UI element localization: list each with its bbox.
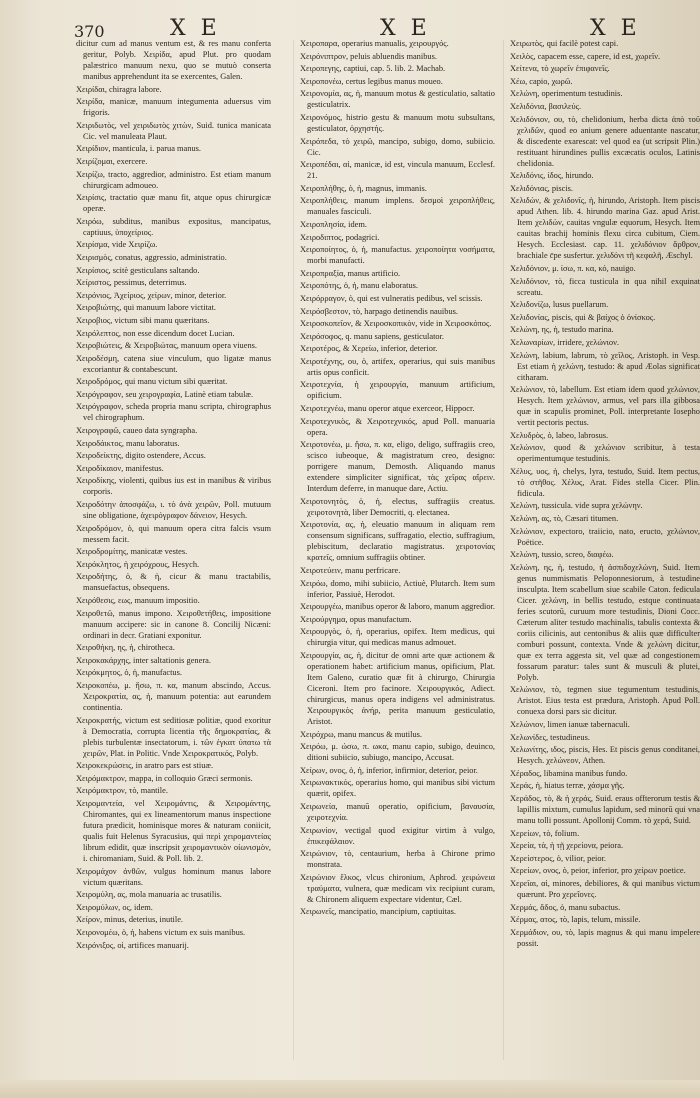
dictionary-entry: Χειροτέρος, & Χερείω, inferior, deterior. <box>300 344 438 354</box>
dictionary-entry: Χειρογραφῶ, caueo data syngrapha. <box>76 426 198 436</box>
dictionary-entry: Χελώνη, tussicula. vide supra χελώνην. <box>510 501 643 511</box>
dictionary-entry: Χειροδιπτος, podagrici. <box>300 232 380 242</box>
dictionary-entry: Χειροτεχνία, ἡ χειρουργία, manuum artificium, opificium. <box>300 380 495 401</box>
header-left: X E <box>170 16 221 41</box>
dictionary-entry: Χειροκεκρώσεις, in aratro pars est stiuæ. <box>76 761 214 771</box>
dictionary-entry: Χελώνιον, expectoro, traiicio, nato, eructo, χελώνιον, Poëtice. <box>510 526 700 547</box>
dictionary-entry: Χεράς, ἡ, hiatus terræ, χάσμα γῆς. <box>510 781 625 791</box>
dictionary-entry: Χείρων, ονος, ὁ, ἡ, inferior, infirmior, deterior, peior. <box>300 765 478 775</box>
dictionary-entry: Χειροπέδαι, αἱ, manicæ, id est, vincula manuum, Ecclesf. 21. <box>300 160 495 181</box>
dictionary-entry: Χειρόκλητος, ἡ χειρόχρους, Hesych. <box>76 559 200 569</box>
dictionary-entry: Χερμάς, ἄδος, ὁ, manu subactus. <box>510 902 621 912</box>
dictionary-entry: Χειροδρόμος, qui manu victum sibi quæritat. <box>76 377 228 387</box>
dictionary-entry: Χειροτονία, ας, ἡ, eleuatio manuum in aliquam rem consensum significans, suffragatio, electio, suffragium, plebiscitum, declaratio magistratus. χειροτονίας κρατεῖς, omnium suffragiis obtiner. <box>300 520 495 563</box>
dictionary-entry: Χειροβιώτεις, & Χειροβιώτας, manuum opera viuens. <box>76 341 257 351</box>
dictionary-entry: dicitur cum ad manus ventum est, & res manu conferta geritur, Polyb. Χειρίδα, apud Plut. pro quodam palæstrico manuum nexu, quo se mutuò conserta manibus apprehendunt ita se exercentes, Galen. <box>76 39 271 81</box>
dictionary-entry: Χειροβιος, victum sibi manu quæritans. <box>76 315 210 325</box>
dictionary-column-middle <box>300 38 495 1078</box>
dictionary-entry: Χειρίζομαι, exercere. <box>76 156 148 166</box>
dictionary-entry: Χελιδόνις, ίδος, hirundo. <box>510 171 594 181</box>
dictionary-entry: Χελώνη, labium, labrum, τὸ χεῖλος, Aristoph. in Vesp. Est etiam ἡ χελώνη, testudo: & apud Æolas significat citharam. <box>510 350 700 382</box>
dictionary-entry: Χείριστος, pessimus, deterrimus. <box>76 278 187 288</box>
dictionary-entry: Χειρονομία, ας, ἡ, manuum motus & gesticulatio, saltatio gesticulatrix. <box>300 89 495 110</box>
dictionary-entry: Χειρόσβεστον, τὸ, harpago detinendis nauibus. <box>300 306 458 316</box>
dictionary-entry: Χειροτεύειν, manu perfricare. <box>300 566 401 576</box>
dictionary-entry: Χειροπαρα, operarius manualis, χειρουργός. <box>300 39 449 48</box>
dictionary-entry: Χειροσκοπεῖον, & Χειροσκοπικὸν, vide in Χειροσκόπος. <box>300 319 492 329</box>
dictionary-entry: Χειρόνιξος, οἱ, artifices manuarij. <box>76 940 189 950</box>
dictionary-entry: Χελωναρίων, irridere, χελώνιον. <box>510 337 619 347</box>
dictionary-entry: Χειρίδιον, manticula, i. parua manus. <box>76 144 201 154</box>
dictionary-entry: Χειροδρόμον, ὁ, qui manuum opera citra falcis vsum messem facit. <box>76 523 271 544</box>
dictionary-entry: Χειρόρραγον, ὁ, qui est vulneratis pedibus, vel scissis. <box>300 293 483 303</box>
dictionary-entry: Χειρομαντεία, vel Χειρομάντις, & Χειρομάντης, Chiromantes, qui ex lineamentorum manus inspectione futura prædicit, hominisque mores & naturam coniicit, qualis fuit Helenus Syracusius, qui περὶ χειρομαντείας librum edidit, quæ inscripsit χειρομαντικὸν οἰωνισμὸν, i. chiromaniam, Suid. & Poll. lib. 2. <box>76 798 271 863</box>
dictionary-entry: Χειρομάχον ἀνθῶν, vulgus hominum manus labore victum quæritans. <box>76 866 271 887</box>
dictionary-entry: Χειρίσμα, vide Χειρίζω. <box>76 240 158 250</box>
dictionary-entry: Χειρόκμητος, ὁ, ἡ, manufactus. <box>76 668 182 678</box>
dictionary-entry: Χειρόπεδα, τὸ χειρῶ, mancipo, subigo, domo, subiicio. Cic. <box>300 136 495 157</box>
dictionary-entry: Χελωνίτης, ιδος, piscis, Hes. Et piscis genus conditanei, Hesych. χελώνεον, Athen. <box>510 745 700 766</box>
dictionary-entry: Χειρόγραφον, seu χειρογραφία, Latinè etiam tabulæ. <box>76 389 254 399</box>
page-bottom-edge <box>0 1080 700 1098</box>
dictionary-entry: Χελώνιον, limen ianuæ tabernaculi. <box>510 720 630 730</box>
dictionary-entry: Χειροτεχνικὸς, & Χειροτεχνικός, apud Poll. manuaria opera. <box>300 416 495 437</box>
dictionary-entry: Χελιδόνιον, τὸ, ficca tusticula in qua nihil exquinat screatu. <box>510 276 700 297</box>
dictionary-entry: Χειροβιώτης, qui manuum labore victitat. <box>76 303 217 313</box>
running-header <box>0 12 700 41</box>
dictionary-entry: Χελιδὼν, & χελιδονῖς, ἡ, hirundo, Aristoph. Item piscis apud Athen. lib. 4. hirundo marina Gaz. apud Arist. Item χελιδὼν, cauitas vngulæ equorum, Hesych. Item cauitas brachij hominis flexu circa cubitum, Ciem. Hesych. Ecclesiast. cap. 11. χελιδόνιον ἄρθρον, brachiale c̄pe susfertur. χελιδόνι τῆ κεφαλῆ, Æschyl. <box>510 196 700 261</box>
dictionary-entry: Χειροδότην ἀποσφάζω, ι. τὸ ἀνὰ χειρῶν, Poll. mutuum sine obligatione, ἀχειρόγραφον δάνειον, Hesych. <box>76 500 271 521</box>
dictionary-entry: Χελυδρὸς, ὁ, labeo, labrosus. <box>510 430 609 440</box>
dictionary-entry: Χειροτονέω, μ. ἥσω, π. κα, eligo, deligo, suffragiis creo, scisco iubeoque, & magistratum creo, designo: porrigere manum, Demosth. Aliquando manus extendere simpliciter significat, τὰς χεῖρας αἴρειν. Interdum deferre, in manuque dare, Actiu. <box>300 440 495 494</box>
dictionary-entry: Χειροπεγης, captiui, cap. 5. lib. 2. Machab. <box>300 64 446 74</box>
dictionary-entry: Χειρούργημα, opus manufactum. <box>300 614 412 624</box>
column-divider <box>293 40 294 1060</box>
dictionary-entry: Χειρονομέω, ὁ, ἡ, habens victum ex suis manibus. <box>76 927 246 937</box>
dictionary-entry: Χειροτεχνέω, manu operor atque exerceor, Hippocr. <box>300 404 475 414</box>
dictionary-entry: Χειρίζω, tracto, aggredior, administro. Est etiam manum chirurgicam admoueo. <box>76 169 271 190</box>
dictionary-entry: Χειροδήτης, ὁ, & ἡ, cicur & manu tractabilis, mansuefactus, obsequens. <box>76 572 271 593</box>
dictionary-entry: Χελιδόνιον, μ. ίσω, π. κα, κό, nauigo. <box>510 263 636 273</box>
dictionary-entry: Χειρόλεπτος, non esse dicendum docet Lucian. <box>76 328 235 338</box>
dictionary-entry: Χειρόχρω, manu mancus & mutilus. <box>300 729 422 739</box>
dictionary-entry: Χειροκρατής, victum est seditiosæ politiæ, quod exoritur à Democratia, corrupta licentia τῆς δημοκρατίας, & plebis turbulentæ insectatorum, i. τῶν ἐγκατ ύπατω τὰ χειρῶν, Plat. in Politic. Vnde Χειροκρατικός, Polyb. <box>76 715 271 758</box>
dictionary-entry: Χειρίδα, manicæ, manuum integumenta aduersus vim frigoris. <box>76 97 271 118</box>
dictionary-entry: Χέρμας, ατος, τὸ, lapis, telum, missile. <box>510 915 641 925</box>
page-number: 370 <box>74 22 105 41</box>
dictionary-entry: Χειροθετῶ, manus impono. Χειροθετήθεις, impositione manuum accipere: sic in canone 8. Concilij Nicæni: ordinari in decr. Gratiani exponitur. <box>76 608 271 640</box>
dictionary-entry: Χελώνη, operimentum testudinis. <box>510 89 623 99</box>
dictionary-entry: Χειριδωτὸς, vel χειριδωτὸς χιτὼν, Suid. tunica manicata Cic. vel manuleata Plaut. <box>76 120 271 141</box>
header-middle: X E <box>380 16 431 41</box>
dictionary-entry: Χερείων, τὸ, folium. <box>510 828 580 838</box>
dictionary-entry: Χείτενα, τὸ χωρεῖν ἐπιφανεῖς. <box>510 64 610 74</box>
dictionary-entry: Χειρονόμος, histrio gestu & manuum motu subsultans, gesticulator, ὀρχηστής. <box>300 112 495 133</box>
dictionary-entry: Χειροπλησία, idem. <box>300 219 367 229</box>
dictionary-entry: Χειροτονητὸς, ὁ, ἡ, electus, suffragiis creatus. χειροτονητὰ, liber Democriti, q. electanea. <box>300 496 495 517</box>
dictionary-entry: Χειρίδαι, chiragra labore. <box>76 84 162 94</box>
dictionary-entry: Χειρόσοφος, q. manu sapiens, gesticulator. <box>300 331 445 341</box>
dictionary-entry: Χειρόω, μ. ώσω, π. ωκα, manu capio, subigo, deuinco, ditioni subiicio, subiugo, mancipo, Accusat. <box>300 742 495 763</box>
dictionary-entry: Χειροθήκη, ης, ἡ, chirotheca. <box>76 643 175 653</box>
dictionary-entry: Χελιδόνιον, ου, τὸ, chelidonium, herba dicta ἀπὸ τοῦ χελιδῶν, quod eo anium genere aduentante nascatur, & discedente exarescat: vel quod ea (ut scripsit Plin.) restituant hirundines pullis excæcatis oculos, Latinis chelidonia. <box>510 114 700 168</box>
dictionary-entry: Χελώνη, tussio, screo, διαφέω. <box>510 550 614 560</box>
dictionary-entry: Χειρισμὸς, conatus, aggressio, administratio. <box>76 252 227 262</box>
column-divider <box>503 40 504 1060</box>
dictionary-entry: Χειρουργὸς, ὁ, ἡ, operarius, opifex. Item medicus, qui chirurgia vitur, qui medicas manus admouet. <box>300 627 495 648</box>
dictionary-entry: Χερμάδιον, ου, τὸ, lapis magnus & qui manu impelere possit. <box>510 927 700 948</box>
dictionary-entry: Χελιδονίζω, lusus puellarum. <box>510 300 609 310</box>
dictionary-entry: Χειρίσις, tractatio quæ manu fit, atque opus chirurgicæ operæ. <box>76 193 271 214</box>
dictionary-entry: Χειροκακάρχης, inter saltationis genera. <box>76 655 211 665</box>
dictionary-entry: Χειρουργία, ας, ἡ, dicitur de omni arte quæ actionem & operationem habet: artificium manus, opificium, Plat. Item Galeno, curatio quæ fit à chirurgo, Chirurgia Ciceroni. Item pro facinore. Χειρουργικός, Adiect. chirurgicus, manus opera indigens vel administratus. Χειρουργικὸς ἀνήρ, perita manuum gesticulatio, Aristot. <box>300 651 495 726</box>
dictionary-entry: Χειροκοπέω, μ. ἥσω, π. κα, manum abscindo, Accus. Χειροκρατία, ας, ἡ, manuum potentia: aut earundem continentia. <box>76 680 271 712</box>
dictionary-entry: Χειροτέχνης, ου, ὁ, artifex, operarius, qui suis manibus artis opus conficit. <box>300 356 495 377</box>
dictionary-entry: Χερεία, τὰ, ἡ τῇ χερείονα, peiora. <box>510 841 624 851</box>
dictionary-entry: Χεράδος, τὸ, & ἡ χεράς, Suid. eraus offterorum testis & lapillis mixtum, cumulus lapidum, sed minorū qui vna manu tolli possunt. Apollonij Comm. τὸ χερά, Suid. <box>510 794 700 825</box>
dictionary-entry: Χειρόω, subditus, manibus expositus, mancipatus, captiuus, ὑποχείριος. <box>76 216 271 237</box>
dictionary-entry: Χειρόνιος, Ἀχείριος, χείρων, minor, deterior. <box>76 290 227 300</box>
dictionary-entry: Χελώνη, ης, ἡ, testudo, ἡ ἀσπιδοχελώνη, Suid. Item genus nummismatis Peloponnesiorum, à testudine insculpta. Item scabellum siue scabile Caton. fedicula Cicer. χελώνη, in bellis testudo, estque continuata feries scutorū, curuum more testudinis, Dioni Cocc. Cæterum aliter testudo machinalis, tabulis contexta & coriis cilicinis, aut centonibus & aliis quæ difficulter comburi possunt, contexta. Vnde & χελώνη dicitur, quæ ex terra aggesta sit, vel quæ ad congestionem fossarum paratur: tales sunt & musculi & plutei, Polyb. <box>510 562 700 682</box>
dictionary-entry: Χειροδρομίτης, manicatæ vestes. <box>76 547 188 557</box>
dictionary-entry: Χειροπλήθεις, manum implens. δεσμοὶ χειροπλήθεις, manuales fasciculi. <box>300 196 495 217</box>
dictionary-entry: Χειροδείκτης, digito ostendere, Accus. <box>76 451 206 461</box>
dictionary-entry: Χειροπονέω, certus legibus manus moueo. <box>300 76 443 86</box>
dictionary-entry: Χειροποίητος, ὁ, ἡ, manufactus. χειροποίητα νοσήματα, morbi manufacti. <box>300 245 495 266</box>
dictionary-entry: Χειροπλήθης, ὁ, ἡ, magnus, immanis. <box>300 183 427 193</box>
dictionary-entry: Χειροπραξία, manus artificio. <box>300 268 401 278</box>
dictionary-entry: Χειροδίκης, violenti, quibus ius est in manibus & viribus corporis. <box>76 476 271 497</box>
dictionary-entry: Χειροδάικτος, manu laboratus. <box>76 438 180 448</box>
dictionary-entry: Χελιδονίας, piscis, qui & βαίχος ὁ ὀνίσκος. <box>510 312 656 322</box>
dictionary-entry: Χελώνη, ας, τὸ, Cæsari titumen. <box>510 514 619 524</box>
dictionary-entry: Χερεῖαι, αἱ, minores, debiliores, & qui manibus victum quærunt. Pro χερεΐονες. <box>510 878 700 899</box>
dictionary-entry: Χερείστερος, ὁ, vilior, peior. <box>510 853 606 863</box>
dictionary-entry: Χειρίσιος, scitè gesticulans saltando. <box>76 265 200 275</box>
dictionary-entry: Χειροπότης, ὁ, ἡ, manu elaboratus. <box>300 281 419 291</box>
dictionary-entry: Χέλυς, υος, ἡ, chelys, lyra, testudo, Suid. Item pectus, τὸ στῆθος. Χέλυς, Arat. Fides stella Cicer. Plin. fidicula. <box>510 466 700 498</box>
dictionary-entry: Χελώνη, ης, ἡ, testudo marina. <box>510 325 614 335</box>
dictionary-column-left <box>76 38 271 1078</box>
dictionary-entry: Χερείων, ονος, ὁ, peior, inferior, pro χείρων poetice. <box>510 866 686 876</box>
dictionary-column-right <box>510 38 700 1078</box>
dictionary-entry: Χέω, capio, χωρῶ. <box>510 76 573 86</box>
dictionary-entry: Χελωνίδες, testudineus. <box>510 732 590 742</box>
dictionary-entry: Χελώνιον, quod & χελώνιον scribitur, à testa operimentumque testudinis. <box>510 443 700 464</box>
dictionary-entry: Χελιδόνια, βασιλεύς. <box>510 101 582 111</box>
dictionary-entry: Χελώνιον, τὸ, tegmen siue tegumentum testudinis, Aristot. Eius testa est prædura, Aristoph. Apud Poll. conuexa dorsi pars sic dicitur. <box>510 685 700 717</box>
dictionary-entry: Χειρόμακτρον, τὸ, mantile. <box>76 786 168 796</box>
dictionary-entry: Χελώνιον, τὸ, labellum. Est etiam idem quod χελώνιον, Hesych. Item χελώνιον, armus, vel pars illa gibbosa quæ in scapulis prominet, Poll. interpretante Iosepho vertit pectoris pectus. <box>510 385 700 428</box>
dictionary-entry: Χειρόθεσις, εως, manuum impositio. <box>76 596 200 605</box>
dictionary-entry: Χειροδέσμη, catena siue vinculum, quo ligatæ manus excoriantur & contabescunt. <box>76 353 271 374</box>
dictionary-entry: Χειρώνιον, τὸ, centaurium, herba à Chirone primo monstrata. <box>300 849 495 870</box>
dictionary-entry: Χειρόω, domo, mihi subiicio, Actiuè, Plutarch. Item sum inferior, Passiuè, Herodot. <box>300 578 495 599</box>
dictionary-entry: Χειρώνιον ἕλκος, vlcus chironium, Aphrod. χειρώνεια τραύματα, vulnera, quæ medicam vix recipiunt curam, & Chironem aliquem expectare videntur, Cæl. <box>300 872 495 904</box>
dictionary-entry: Χειροδίκαιον, manifestus. <box>76 463 164 473</box>
dictionary-entry: Χειρομύλη, ας, mola manuaria ac trusatilis. <box>76 890 222 900</box>
header-right: X E <box>590 16 641 41</box>
dictionary-entry: Χειρωτὸς, qui facilè potest capi. <box>510 39 619 48</box>
dictionary-entry: Χειρωνεῖς, mancipatio, mancipium, captiuitas. <box>300 907 457 917</box>
dictionary-entry: Χειρωνίον, vectigal quod exigitur virtim à vulgo, ἐπικεφάλαιον. <box>300 825 495 846</box>
dictionary-entry: Χειρωνακτικός, operarius homo, qui manibus sibi victum quærit, opifex. <box>300 778 495 799</box>
dictionary-entry: Χειρόνιπτρον, peluis abluendis manibus. <box>300 51 437 61</box>
dictionary-entry: Χειρωνεία, manuū operatio, opificium, βαναυσία, χειροτεχνία. <box>300 801 495 822</box>
dictionary-entry: Χειρουργέω, manibus operor & laboro, manum aggredior. <box>300 602 495 612</box>
dictionary-entry: Χειρόγραφον, scheda propria manu scripta, chirographus vel chirographum. <box>76 402 271 423</box>
dictionary-entry: Χείρον, minus, deterius, inutile. <box>76 915 184 925</box>
dictionary-entry: Χειλὸς, capacem esse, capere, id est, χωρεῖν. <box>510 51 661 61</box>
dictionary-entry: Χειρόμακτρον, mappa, in colloquio Græci sermonis. <box>76 773 253 783</box>
dictionary-entry: Χέραδος, libamina manibus fundo. <box>510 768 628 778</box>
dictionary-entry: Χελιδόνιας, piscis. <box>510 183 574 193</box>
dictionary-entry: Χειρομύλων, ος, idem. <box>76 902 153 912</box>
